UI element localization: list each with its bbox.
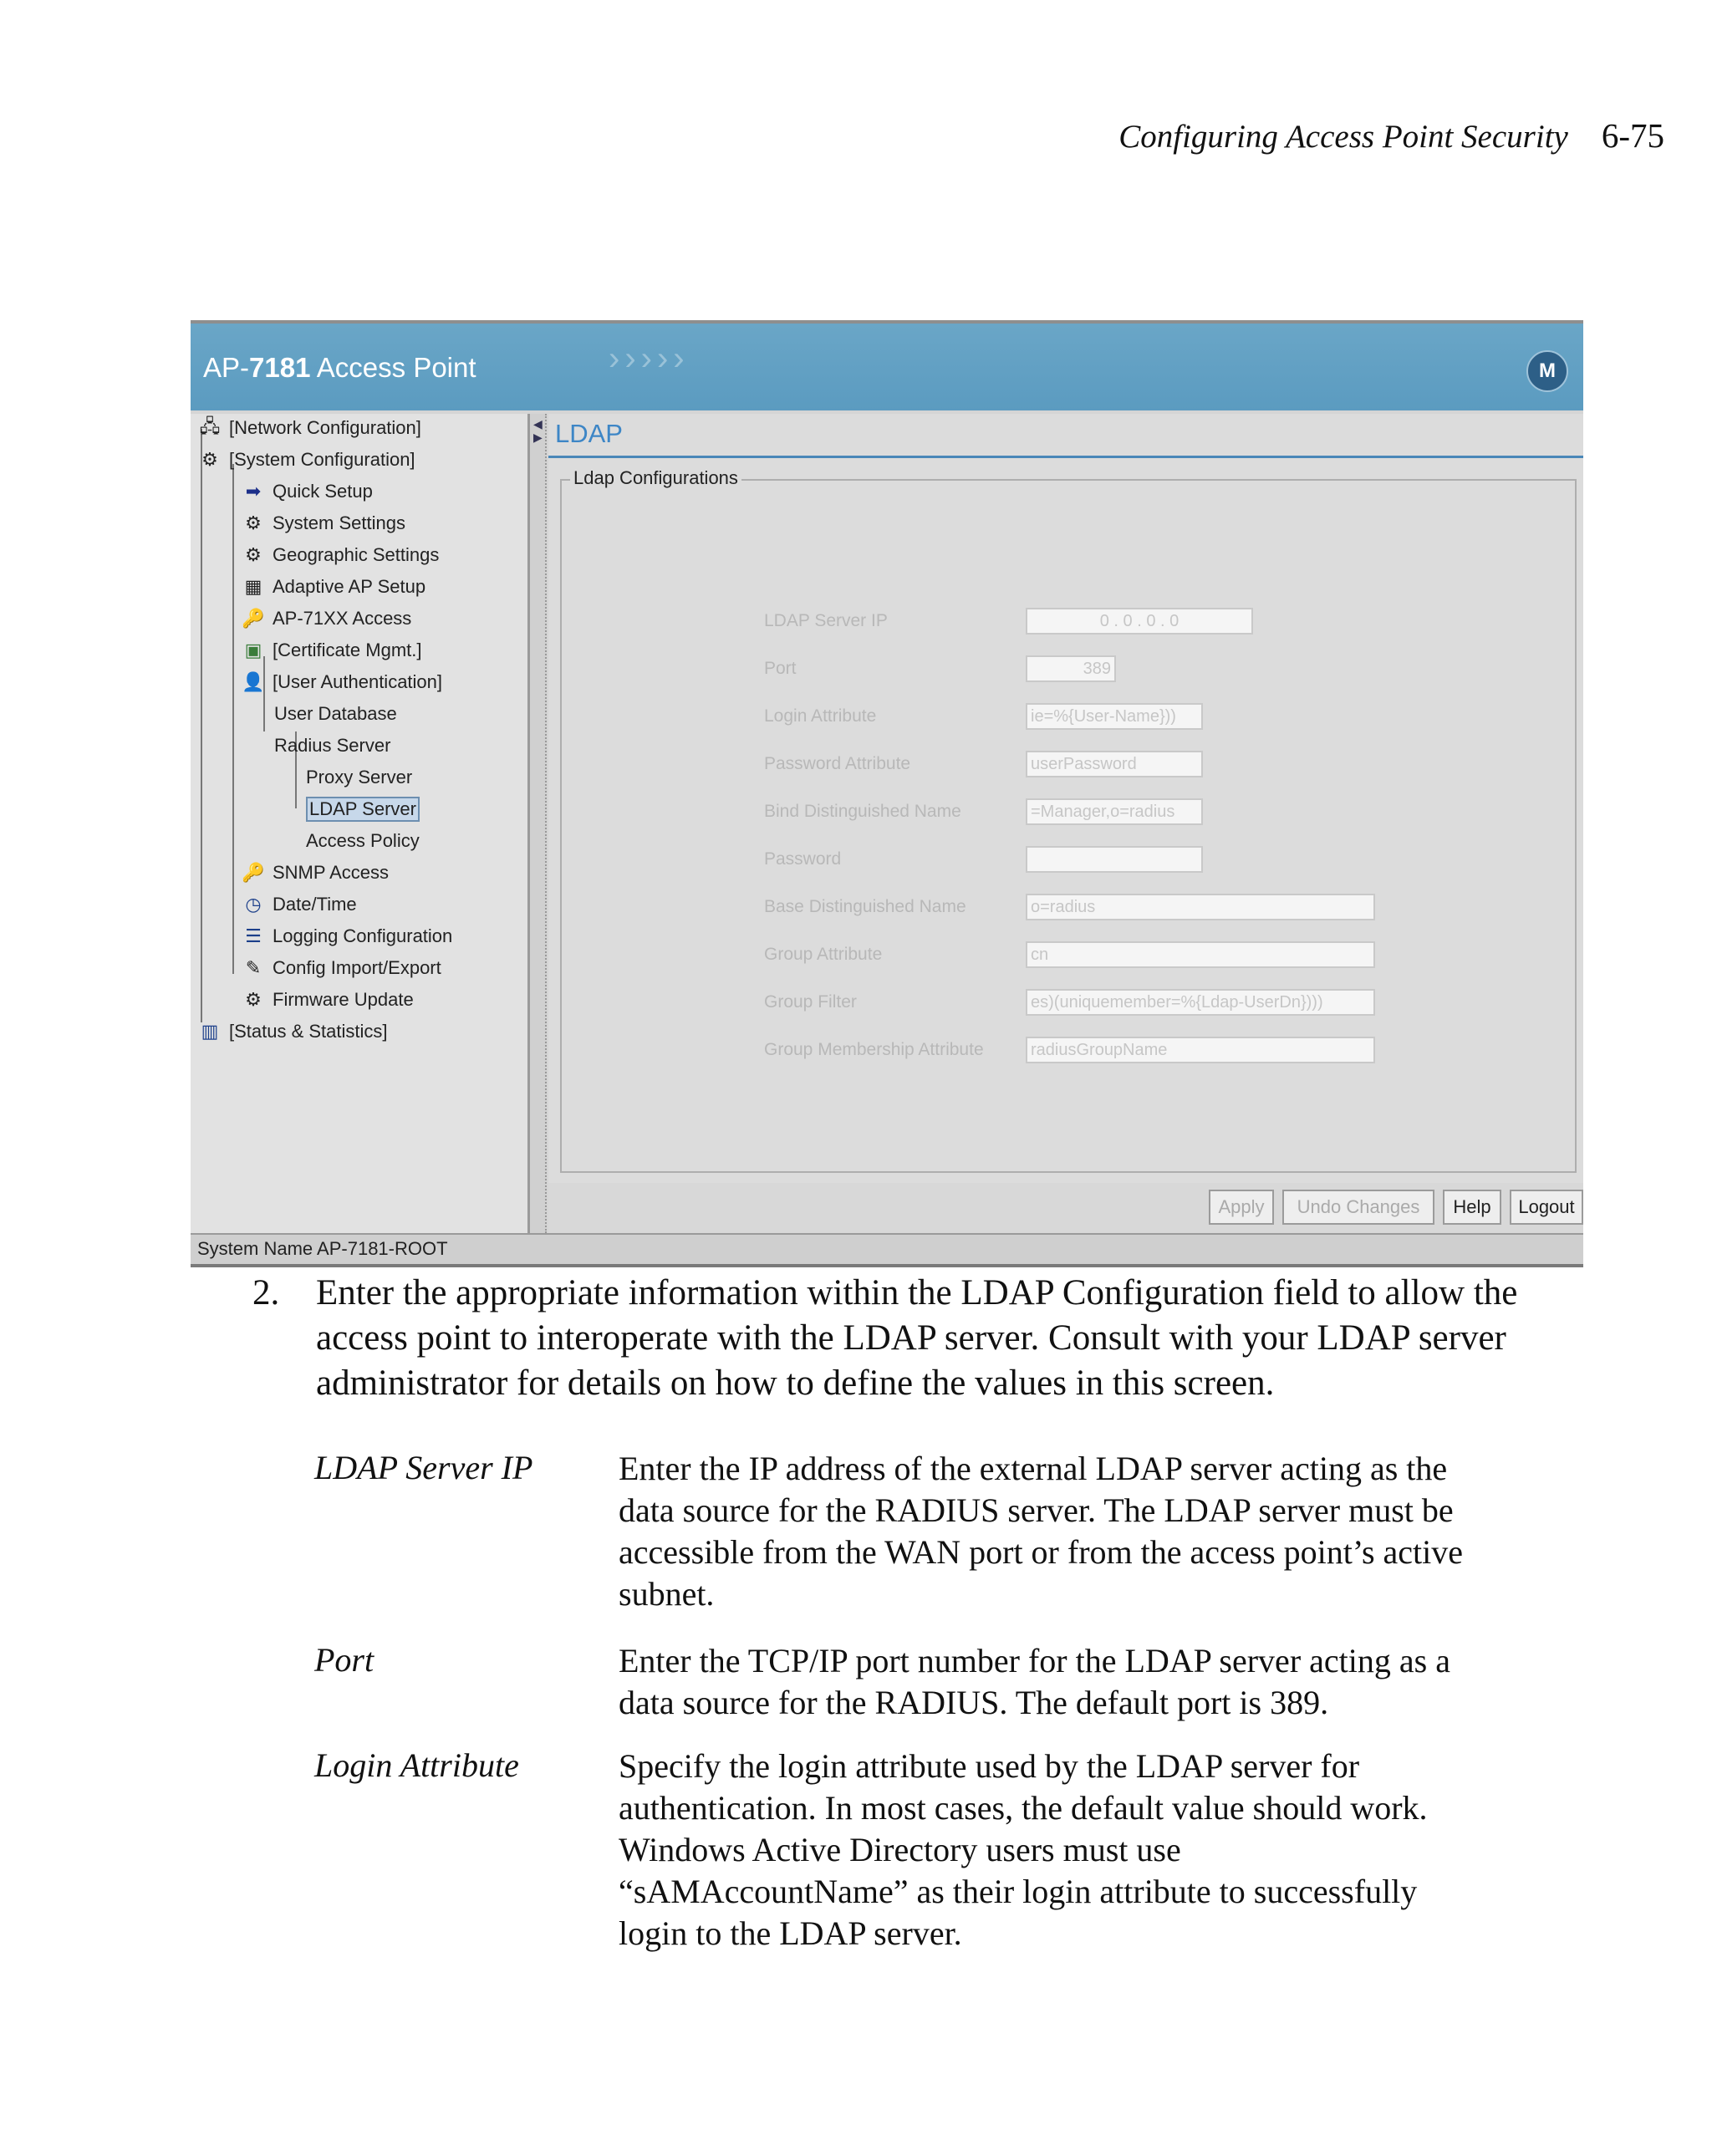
- tree-item-adaptive-ap-setup[interactable]: [241, 573, 425, 601]
- apply-button[interactable]: Apply: [1209, 1190, 1274, 1225]
- app-title-suffix: Access Point: [310, 352, 476, 383]
- tree-item-label: [User Authentication]: [273, 671, 443, 692]
- tree-item-label: Proxy Server: [306, 767, 413, 787]
- tree-item-user-authentication[interactable]: [241, 668, 442, 696]
- arrow-icon: ➡: [245, 481, 262, 502]
- tree-item-label: Config Import/Export: [273, 957, 441, 978]
- tree-item-label: [Network Configuration]: [229, 417, 421, 438]
- app-title-model: 7181: [249, 352, 311, 383]
- tree-item-snmp-access[interactable]: [241, 859, 389, 887]
- status-bar: [191, 1233, 1583, 1264]
- settings-icon: ⚙: [245, 544, 262, 565]
- tree-item-ap-71xx-access[interactable]: [241, 604, 411, 633]
- gears-icon: ⚙: [245, 989, 262, 1010]
- tree-item-radius-server[interactable]: [274, 731, 390, 760]
- tree-item-label: Geographic Settings: [273, 544, 440, 565]
- adaptive-ap-icon: ▦: [244, 576, 262, 597]
- tree-item-label: LDAP Server: [306, 797, 420, 822]
- title-divider: [548, 456, 1583, 458]
- tree-item-access-policy[interactable]: [306, 827, 420, 855]
- tree-item-quick-setup[interactable]: [241, 477, 373, 506]
- expand-right-icon[interactable]: ▶: [533, 431, 543, 444]
- definition-term: Login Attribute: [314, 1746, 519, 1784]
- tree-item-certificate-mgmt[interactable]: [241, 636, 421, 665]
- group-membership-attribute-input[interactable]: radiusGroupName: [1026, 1037, 1375, 1063]
- tree-item-logging-configuration[interactable]: [241, 922, 452, 951]
- page-header: [1118, 115, 1664, 155]
- app-title: [203, 352, 476, 384]
- field-label: Group Membership Attribute: [764, 1040, 984, 1059]
- system-name-status: System Name AP-7181-ROOT: [197, 1238, 448, 1259]
- tree-line: [232, 464, 234, 974]
- tree-line: [201, 429, 202, 1022]
- chart-icon: ▥: [201, 1021, 219, 1042]
- tree-item-system-configuration[interactable]: [197, 446, 415, 474]
- field-label: Group Filter: [764, 992, 857, 1012]
- app-window: [191, 320, 1583, 1267]
- tree-item-config-import-export[interactable]: [241, 954, 441, 982]
- tree-item-label: Adaptive AP Setup: [273, 576, 426, 597]
- tree-item-label: Radius Server: [274, 735, 391, 756]
- field-label: Port: [764, 659, 797, 678]
- tree-item-label: [Certificate Mgmt.]: [273, 640, 422, 660]
- field-label: LDAP Server IP: [764, 611, 888, 630]
- tree-item-label: AP-71XX Access: [273, 608, 412, 629]
- tree-item-proxy-server[interactable]: [306, 763, 412, 792]
- ldap-configurations-group: [560, 467, 1577, 1173]
- field-label: Bind Distinguished Name: [764, 802, 961, 821]
- tree-item-label: SNMP Access: [273, 862, 389, 883]
- app-title-prefix: AP-: [203, 352, 250, 383]
- tree-item-label: User Database: [274, 703, 397, 724]
- logout-button[interactable]: Logout: [1510, 1190, 1583, 1225]
- motorola-logo-icon: M: [1526, 350, 1568, 392]
- config-icon: ✎: [245, 957, 262, 978]
- content-title: LDAP: [555, 419, 623, 448]
- port-input[interactable]: 389: [1026, 655, 1116, 682]
- field-label: Base Distinguished Name: [764, 897, 966, 916]
- login-attribute-input[interactable]: ie=%{User-Name})): [1026, 703, 1203, 730]
- undo-changes-button[interactable]: Undo Changes: [1282, 1190, 1434, 1225]
- definition-description: Enter the IP address of the external LDAP server acting as the data source for the RADIUS server. The LDAP server must be accessible from the WAN port or from the access point’s active subnet.: [619, 1450, 1464, 1613]
- page-number: 6-75: [1601, 116, 1664, 155]
- group-filter-input[interactable]: es)(uniquemember=%{Ldap-UserDn}))): [1026, 989, 1375, 1016]
- tree-item-system-settings[interactable]: [241, 509, 405, 538]
- tree-item-label: System Settings: [273, 512, 405, 533]
- field-label: Password Attribute: [764, 754, 911, 773]
- tree-item-network-configuration[interactable]: [197, 414, 421, 442]
- field-label: Group Attribute: [764, 945, 883, 964]
- group-attribute-input[interactable]: cn: [1026, 941, 1375, 968]
- system-config-icon: ⚙: [201, 449, 218, 470]
- navigation-tree: [191, 414, 530, 1233]
- network-icon: 🖧: [199, 415, 221, 436]
- tree-item-geographic-settings[interactable]: [241, 541, 439, 569]
- password-input[interactable]: [1026, 846, 1203, 873]
- password-attribute-input[interactable]: userPassword: [1026, 751, 1203, 777]
- definition-term: LDAP Server IP: [314, 1449, 533, 1486]
- tree-item-label: [System Configuration]: [229, 449, 415, 470]
- content-panel: [548, 414, 1583, 1183]
- definition-term: Port: [314, 1641, 374, 1679]
- app-title-bar: [191, 324, 1583, 410]
- tree-item-label: Quick Setup: [273, 481, 373, 502]
- step-number: 2.: [252, 1273, 280, 1312]
- definition-description: Specify the login attribute used by the LDAP server for authentication. In most cases, the default value should work. Windows Active Directory users must use “sAMAccountName” as their login attribute to successfully login to the LDAP server.: [619, 1747, 1428, 1952]
- tree-item-label: Access Policy: [306, 830, 420, 851]
- base-distinguished-name-input[interactable]: o=radius: [1026, 894, 1375, 920]
- ldap-server-ip-input[interactable]: 0 . 0 . 0 . 0: [1026, 608, 1253, 635]
- button-bar: [548, 1183, 1583, 1233]
- tree-item-date-time[interactable]: [241, 890, 357, 919]
- tree-item-ldap-server[interactable]: [306, 795, 420, 823]
- user-auth-icon: 👤: [242, 671, 265, 692]
- definition-description: Enter the TCP/IP port number for the LDAP server acting as a data source for the RADIUS. The default port is 389.: [619, 1642, 1450, 1721]
- collapse-left-icon[interactable]: ◀: [533, 417, 543, 431]
- tree-item-label: Date/Time: [273, 894, 357, 915]
- snmp-icon: 🔑: [242, 862, 265, 883]
- panel-splitter[interactable]: [530, 414, 547, 1233]
- clock-icon: ◷: [245, 894, 262, 915]
- tree-item-user-database[interactable]: [274, 700, 397, 728]
- group-legend: Ldap Configurations: [570, 467, 741, 489]
- bind-distinguished-name-input[interactable]: =Manager,o=radius: [1026, 798, 1203, 825]
- section-title: Configuring Access Point Security: [1118, 119, 1568, 155]
- access-icon: 🔑: [242, 608, 265, 629]
- tree-item-label: Logging Configuration: [273, 925, 453, 946]
- field-label: Login Attribute: [764, 706, 877, 726]
- help-button[interactable]: Help: [1443, 1190, 1501, 1225]
- step-text: Enter the appropriate information within the LDAP Configuration field to allow the access point to interoperate with the LDAP server. Consult with your LDAP server administrator for details on how to define the values in this screen.: [316, 1273, 1518, 1403]
- log-icon: ☰: [245, 925, 262, 946]
- title-decoration-icon: ›››››: [609, 340, 690, 377]
- tree-item-status-statistics[interactable]: [197, 1017, 388, 1046]
- tree-item-firmware-update[interactable]: [241, 986, 414, 1014]
- certificate-icon: ▣: [244, 640, 262, 660]
- tree-item-label: [Status & Statistics]: [229, 1021, 388, 1042]
- tree-item-label: Firmware Update: [273, 989, 414, 1010]
- field-label: Password: [764, 849, 842, 869]
- settings-icon: ⚙: [245, 512, 262, 533]
